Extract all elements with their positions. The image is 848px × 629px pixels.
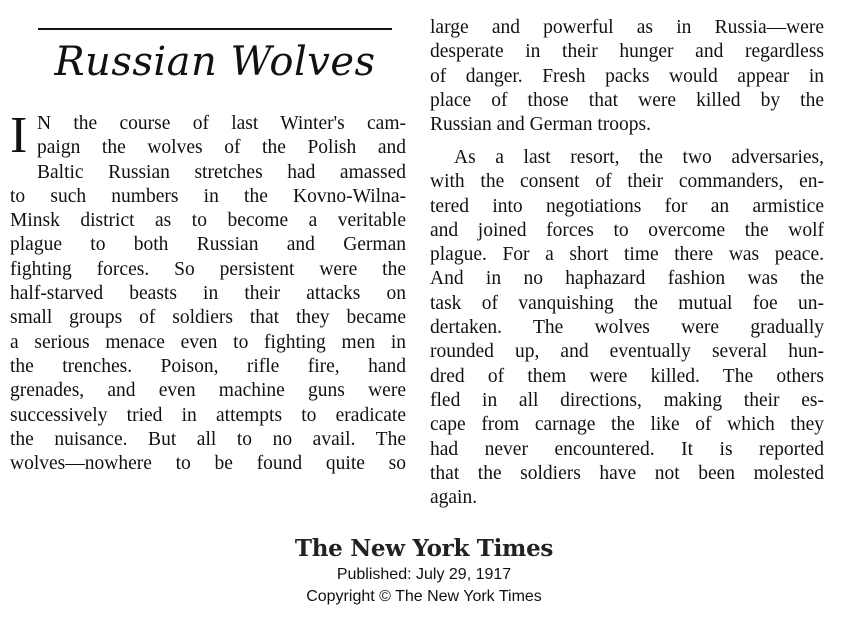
text-line: dred of them were killed. The others bbox=[430, 365, 824, 387]
nyt-masthead-logo: The New York Times bbox=[294, 535, 554, 562]
text-line: large and powerful as in Russia—were bbox=[430, 17, 824, 38]
text-line: rounded up, and eventually several hun- bbox=[430, 341, 824, 363]
text-line: N the course of last Winter's cam- bbox=[37, 113, 406, 134]
text-line: a serious menace even to fighting men in bbox=[10, 331, 406, 353]
text-line: fled in all directions, making their es- bbox=[430, 389, 824, 411]
text-line: the trenches. Poison, rifle fire, hand bbox=[10, 355, 406, 377]
article-headline: Russian Wolves bbox=[54, 39, 376, 85]
text-line: with the consent of their commanders, en- bbox=[430, 171, 824, 193]
text-line: had never encountered. It is reported bbox=[430, 438, 824, 460]
text-line: plague. For a short time there was peace. bbox=[430, 244, 824, 266]
text-line: Russian and German troops. bbox=[430, 114, 651, 136]
text-line: place of those that were killed by the bbox=[430, 89, 824, 111]
text-line: wolves—nowhere to be found quite so bbox=[10, 453, 406, 475]
copyright-notice: Copyright © The New York Times bbox=[306, 588, 542, 605]
paragraph-2 bbox=[430, 16, 824, 137]
text-line: the nuisance. But all to no avail. The bbox=[10, 428, 406, 450]
text-line: Baltic Russian stretches had amassed bbox=[37, 161, 406, 183]
text-line: plague to both Russian and German bbox=[10, 234, 406, 256]
text-line: successively tried in attempts to eradicate bbox=[10, 404, 406, 426]
text-line: task of vanquishing the mutual foe un- bbox=[430, 292, 824, 314]
text-line: Minsk district as to become a veritable bbox=[10, 210, 406, 232]
footer bbox=[0, 534, 848, 608]
headline-rule bbox=[38, 28, 392, 30]
text-line: that the soldiers have not been molested bbox=[430, 462, 824, 484]
text-line: As a last resort, the two adversaries, bbox=[454, 147, 824, 168]
text-line: of danger. Fresh packs would appear in bbox=[430, 65, 824, 87]
text-line: half-starved beasts in their attacks on bbox=[10, 283, 406, 305]
drop-cap: I bbox=[10, 107, 28, 164]
text-line: grenades, and even machine guns were bbox=[10, 380, 406, 402]
text-line: to such numbers in the Kovno-Wilna- bbox=[10, 185, 406, 207]
text-line: fighting forces. So persistent were the bbox=[10, 258, 406, 280]
text-line: cape from carnage the like of which they bbox=[430, 414, 824, 436]
text-line: paign the wolves of the Polish and bbox=[37, 137, 406, 159]
text-line: desperate in their hunger and regardless bbox=[430, 41, 824, 63]
text-line: dertaken. The wolves were gradually bbox=[430, 317, 824, 339]
paragraph-3 bbox=[430, 146, 824, 510]
text-line: tered into negotiations for an armistice bbox=[430, 195, 824, 217]
text-line: And in no haphazard fashion was the bbox=[430, 268, 824, 290]
text-line: and joined forces to overcome the wolf bbox=[430, 219, 824, 241]
text-line: small groups of soldiers that they became bbox=[10, 307, 406, 329]
published-date: Published: July 29, 1917 bbox=[336, 566, 512, 583]
paragraph-1 bbox=[10, 107, 406, 476]
text-line: again. bbox=[430, 487, 478, 509]
